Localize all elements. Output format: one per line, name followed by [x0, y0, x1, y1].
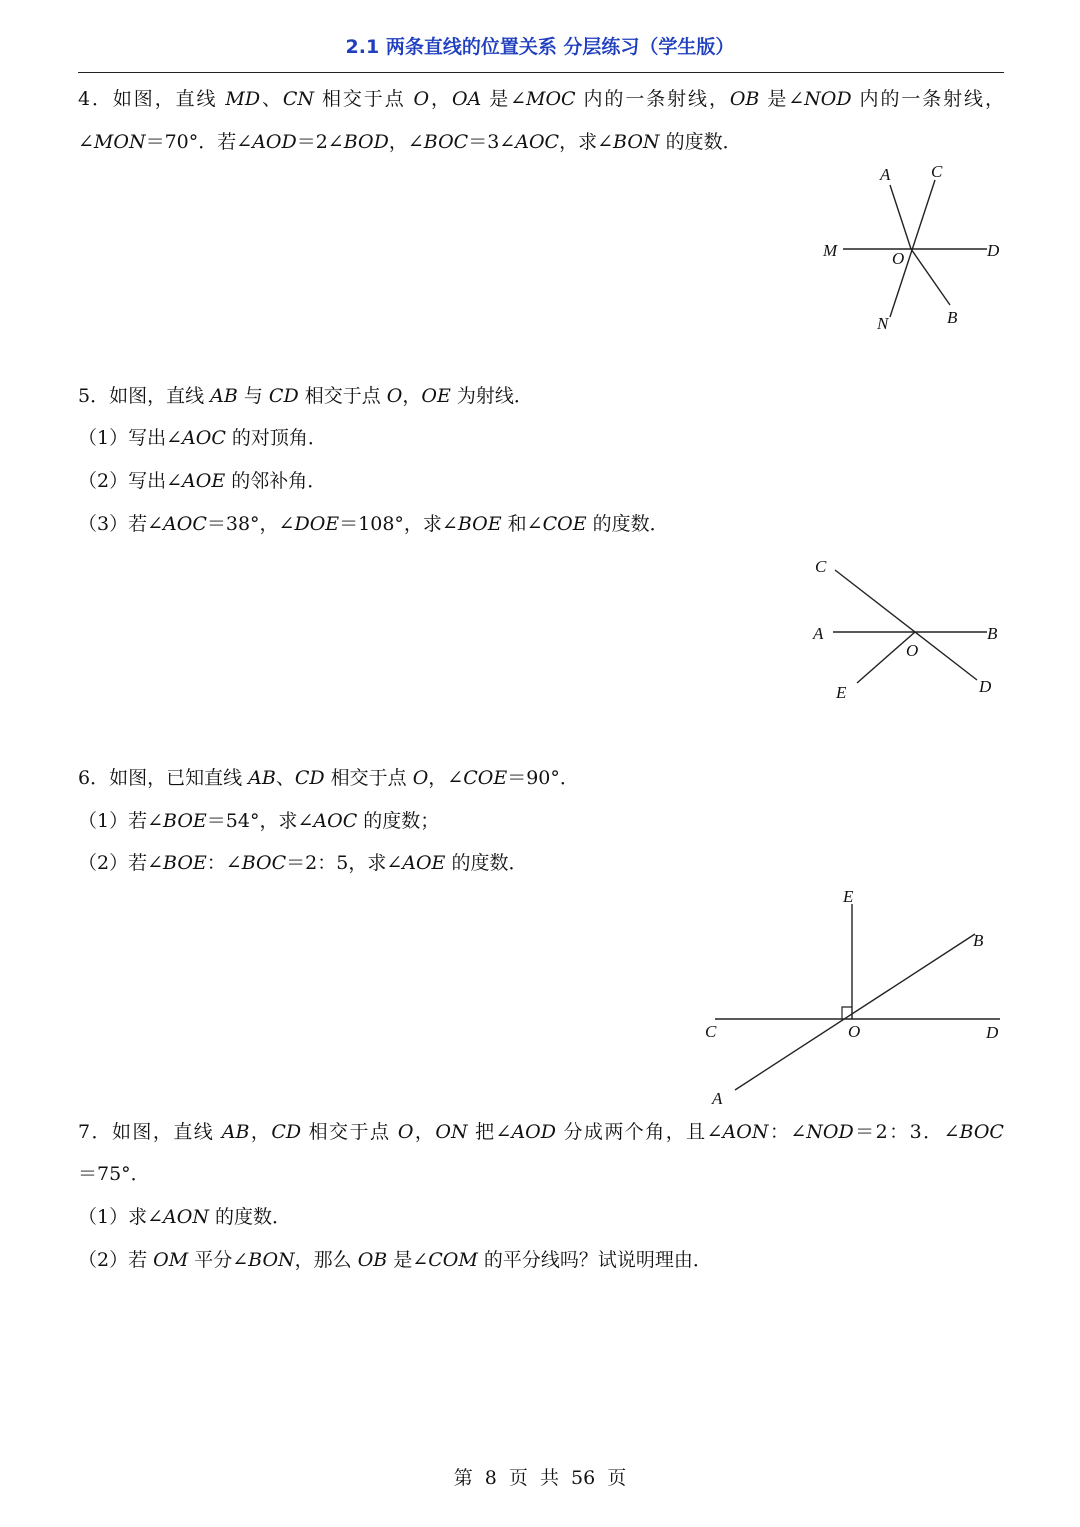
line-ab — [735, 934, 975, 1090]
label-e: E — [843, 887, 854, 906]
label-b: B — [987, 624, 998, 643]
label-d: D — [987, 241, 1000, 260]
problem-5-stem: 5．如图，直线 AB 与 CD 相交于点 O，OE 为射线． — [78, 385, 533, 407]
page-footer: 第 8 页 共 56 页 — [453, 1467, 627, 1489]
figure-problem-5 — [805, 550, 1005, 710]
document-header: 2.1 两条直线的位置关系 分层练习（学生版） — [345, 36, 735, 58]
figure-problem-6 — [700, 880, 1010, 1110]
problem-7-line-1: 7．如图，直线 AB，CD 相交于点 O，ON 把∠AOD 分成两个角，且∠AON：∠NOD＝2：3．∠BOC — [78, 1121, 1004, 1143]
problem-4-line-1: 4．如图，直线 MD、CN 相交于点 O，OA 是∠MOC 内的一条射线，OB 是∠NOD 内的一条射线， — [78, 88, 1004, 110]
problem-7-q2: （2）若 OM 平分∠BON，那么 OB 是∠COM 的平分线吗？试说明理由． — [78, 1249, 712, 1271]
problem-5-q1: （1）写出∠AOC 的对顶角． — [78, 427, 327, 449]
problem-6-stem: 6．如图，已知直线 AB、CD 相交于点 O，∠COE＝90°． — [78, 767, 579, 789]
label-c: C — [815, 557, 827, 576]
ray-ob — [911, 249, 950, 305]
header-divider — [78, 72, 1004, 73]
label-d: D — [979, 677, 992, 696]
problem-7-q1: （1）求∠AON 的度数． — [78, 1206, 291, 1228]
line-cd — [835, 570, 977, 680]
label-b: B — [973, 931, 984, 950]
problem-4-line-2: ∠MON＝70°．若∠AOD＝2∠BOD，∠BOC＝3∠AOC，求∠BON 的度数． — [78, 131, 742, 153]
label-a: A — [813, 624, 824, 643]
label-a: A — [712, 1089, 723, 1108]
label-b: B — [947, 308, 958, 327]
problem-6-q1: （1）若∠BOE＝54°，求∠AOC 的度数； — [78, 810, 440, 832]
figure-problem-4 — [815, 155, 1005, 335]
label-c: C — [705, 1022, 717, 1041]
label-a: A — [880, 165, 891, 184]
problem-7-line-2: ＝75°． — [78, 1163, 150, 1185]
label-c: C — [931, 162, 943, 181]
problem-5-q2: （2）写出∠AOE 的邻补角． — [78, 470, 327, 492]
label-d: D — [986, 1023, 999, 1042]
problem-5-q3: （3）若∠AOC＝38°，∠DOE＝108°，求∠BOE 和∠COE 的度数． — [78, 513, 669, 535]
label-o: O — [848, 1022, 861, 1041]
label-o: O — [906, 641, 919, 660]
problem-6-q2: （2）若∠BOE：∠BOC＝2：5，求∠AOE 的度数． — [78, 852, 528, 874]
ray-oa — [890, 185, 911, 249]
label-n: N — [877, 314, 889, 333]
label-e: E — [836, 683, 847, 702]
label-m: M — [823, 241, 838, 260]
label-o: O — [892, 249, 905, 268]
